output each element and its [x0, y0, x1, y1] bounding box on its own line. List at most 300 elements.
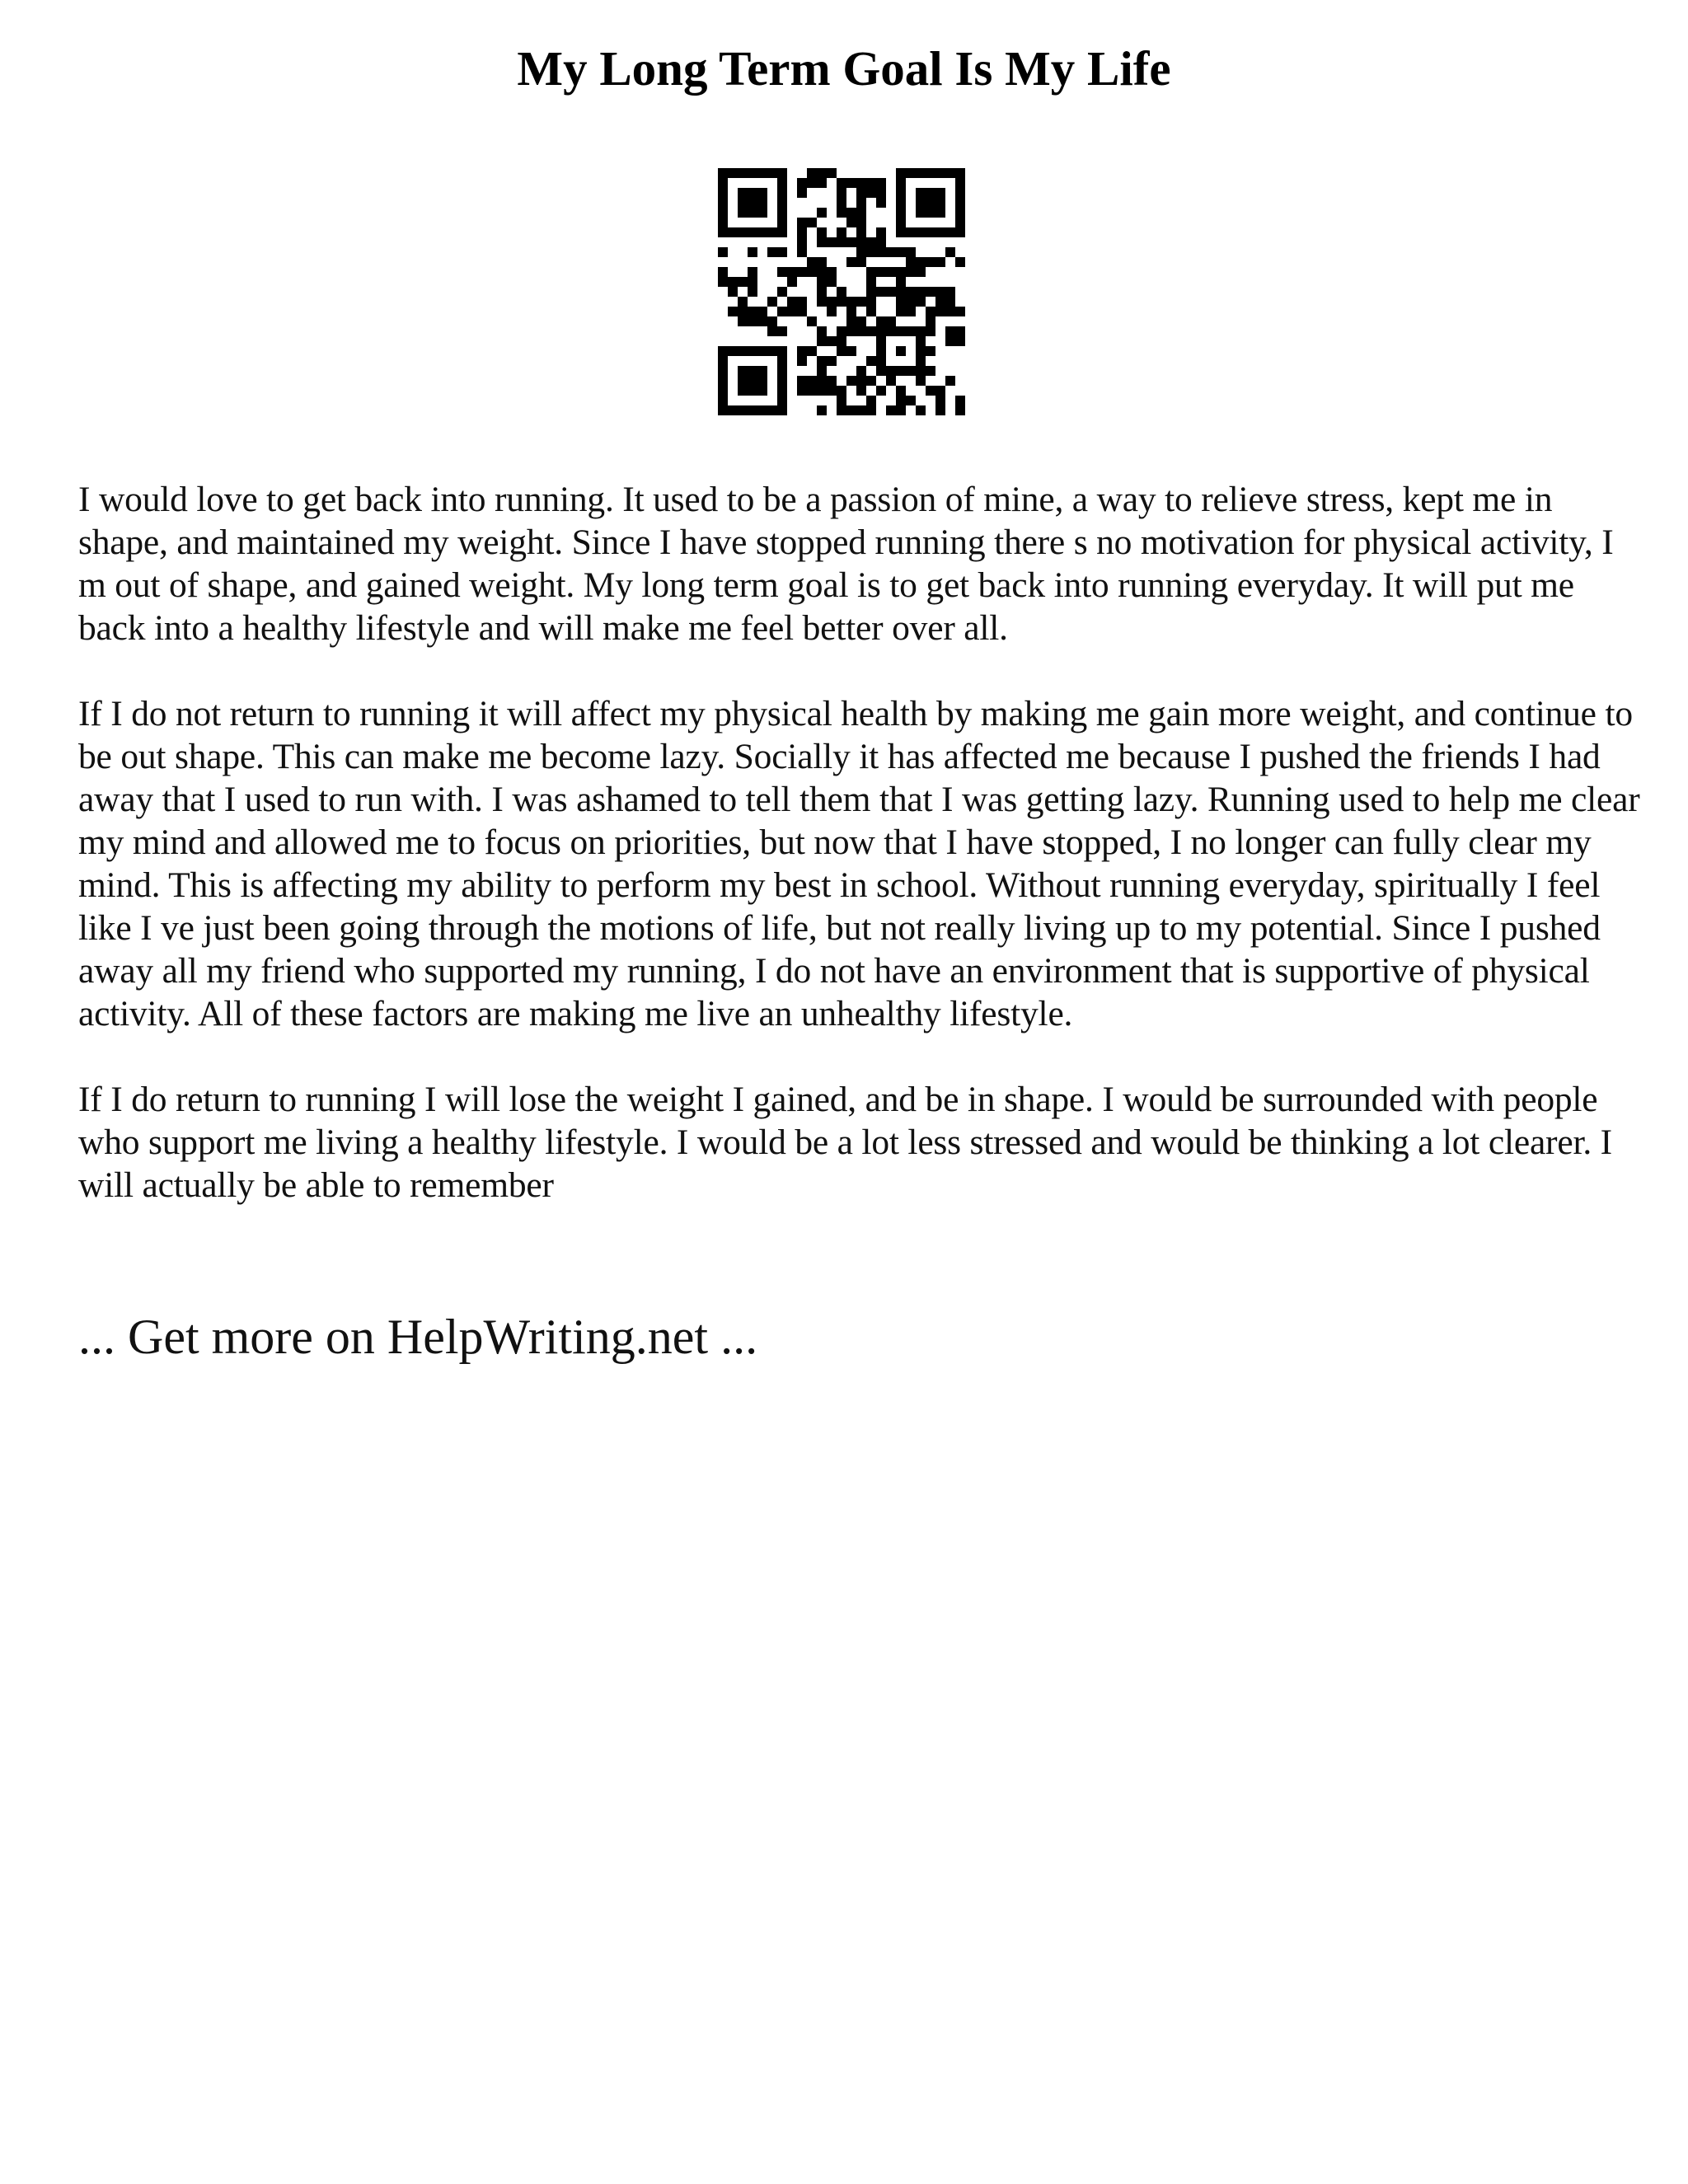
qr-module: [886, 316, 896, 326]
qr-module: [817, 277, 827, 287]
qr-module: [935, 297, 945, 307]
qr-module: [748, 287, 757, 297]
qr-module: [856, 237, 866, 247]
qr-module: [856, 386, 866, 396]
qr-module: [866, 405, 876, 415]
more-link[interactable]: ... Get more on HelpWriting.net ...: [78, 1310, 758, 1364]
qr-module: [837, 326, 846, 336]
qr-module: [846, 307, 856, 316]
qr-module: [797, 356, 807, 366]
qr-module: [797, 267, 807, 277]
qr-module: [728, 227, 738, 237]
qr-module: [728, 168, 738, 178]
qr-module: [777, 366, 787, 376]
qr-module: [916, 346, 926, 356]
qr-module: [748, 346, 757, 356]
qr-module: [945, 336, 955, 346]
qr-module: [856, 198, 866, 208]
qr-module: [916, 227, 926, 237]
paragraph-2: If I do not return to running it will affect my physical health by making me gain more weight, and continue to be out shape. This can make me become lazy. Socially it has affected me because I pushed the friends I had away that I used to run with. I was ashamed to tell them that I was getting lazy. Running used to help me clear my mind and allowed me to focus on priorities, but now that I have stopped, I no longer can fully clear my mind. This is affecting my ability to perform my best in school. Without running everyday, spiritually I feel like I ve just been going through the motions of life, but not really living up to my potential. Since I pushed away all my friend who supported my running, I do not have an environment that is supportive of physical activity. All of these factors are making me live an unhealthy lifestyle.: [78, 694, 1640, 1033]
qr-module: [866, 247, 876, 257]
qr-module: [866, 356, 876, 366]
qr-module: [757, 366, 767, 376]
qr-module: [955, 188, 965, 198]
qr-module: [896, 267, 906, 277]
qr-module: [896, 326, 906, 336]
qr-module: [807, 257, 817, 267]
qr-module: [748, 208, 757, 218]
qr-module: [718, 277, 728, 287]
qr-module: [837, 386, 846, 396]
qr-module: [926, 168, 935, 178]
qr-module: [817, 237, 827, 247]
qr-module: [866, 267, 876, 277]
qr-module: [886, 405, 896, 415]
qr-module: [787, 277, 797, 287]
qr-module: [777, 396, 787, 405]
qr-module: [757, 168, 767, 178]
qr-module: [866, 307, 876, 316]
qr-module: [906, 168, 916, 178]
qr-module: [856, 227, 866, 237]
qr-module: [866, 326, 876, 336]
qr-module: [757, 188, 767, 198]
qr-module: [817, 405, 827, 415]
qr-module: [916, 168, 926, 178]
qr-module: [817, 297, 827, 307]
qr-module: [827, 297, 837, 307]
qr-module: [817, 168, 827, 178]
qr-module: [926, 198, 935, 208]
qr-module: [757, 376, 767, 386]
qr-module: [856, 178, 866, 188]
qr-module: [945, 326, 955, 336]
qr-module: [777, 247, 787, 257]
qr-module: [955, 218, 965, 227]
qr-module: [935, 405, 945, 415]
qr-module: [777, 198, 787, 208]
qr-module: [896, 386, 906, 396]
qr-module: [846, 208, 856, 218]
qr-module: [718, 376, 728, 386]
qr-module: [926, 188, 935, 198]
qr-module: [856, 326, 866, 336]
qr-module: [916, 188, 926, 198]
qr-module: [896, 188, 906, 198]
qr-module: [876, 366, 886, 376]
qr-module: [896, 346, 906, 356]
qr-module: [817, 356, 827, 366]
qr-module: [817, 227, 827, 237]
qr-module: [718, 178, 728, 188]
qr-module: [738, 297, 748, 307]
qr-module: [926, 346, 935, 356]
qr-module: [935, 198, 945, 208]
qr-module: [926, 227, 935, 237]
qr-module: [856, 297, 866, 307]
qr-module: [856, 257, 866, 267]
qr-module: [926, 208, 935, 218]
qr-module: [876, 247, 886, 257]
qr-module: [837, 227, 846, 237]
qr-module: [718, 356, 728, 366]
qr-module: [866, 277, 876, 287]
qr-module: [846, 297, 856, 307]
paragraph-1: I would love to get back into running. It used to be a passion of mine, a way to relieve stress, kept me in shape, and maintained my weight. Since I have stopped running there s no motivation for physical activity, I m out of shape, and gained weight. My long term goal is to get back into running everyday. It will put me back into a healthy lifestyle and will make me feel better over all.: [78, 480, 1614, 648]
qr-module: [718, 208, 728, 218]
qr-module: [837, 208, 846, 218]
qr-module: [787, 267, 797, 277]
qr-module: [748, 376, 757, 386]
qr-module: [807, 178, 817, 188]
qr-module: [797, 227, 807, 237]
qr-module: [846, 405, 856, 415]
qr-module: [896, 396, 906, 405]
qr-module: [955, 326, 965, 336]
qr-module: [738, 316, 748, 326]
qr-module: [767, 346, 777, 356]
qr-module: [767, 297, 777, 307]
qr-module: [906, 267, 916, 277]
qr-module: [728, 346, 738, 356]
qr-module: [748, 198, 757, 208]
qr-module: [767, 316, 777, 326]
qr-module: [916, 376, 926, 386]
qr-module: [817, 336, 827, 346]
qr-module: [797, 307, 807, 316]
qr-module: [718, 405, 728, 415]
qr-module: [945, 307, 955, 316]
qr-module: [738, 405, 748, 415]
qr-module: [906, 326, 916, 336]
qr-module: [945, 376, 955, 386]
qr-module: [777, 208, 787, 218]
qr-module: [817, 208, 827, 218]
qr-module: [797, 188, 807, 198]
qr-module: [827, 267, 837, 277]
qr-module: [866, 237, 876, 247]
qr-module: [757, 208, 767, 218]
qr-module: [777, 188, 787, 198]
qr-module: [748, 168, 757, 178]
qr-module: [876, 356, 886, 366]
qr-module: [738, 386, 748, 396]
qr-module: [748, 247, 757, 257]
qr-module: [876, 346, 886, 356]
qr-module: [906, 366, 916, 376]
qr-module: [906, 297, 916, 307]
qr-module: [945, 227, 955, 237]
qr-module: [896, 366, 906, 376]
qr-module: [846, 178, 856, 188]
qr-module: [757, 405, 767, 415]
qr-module: [767, 247, 777, 257]
qr-module: [718, 386, 728, 396]
qr-module: [886, 267, 896, 277]
qr-module: [916, 326, 926, 336]
qr-module: [926, 307, 935, 316]
qr-module: [718, 188, 728, 198]
qr-module: [728, 405, 738, 415]
qr-module: [807, 218, 817, 227]
qr-module: [896, 287, 906, 297]
qr-module: [777, 376, 787, 386]
qr-module: [777, 307, 787, 316]
qr-module: [856, 405, 866, 415]
qr-module: [876, 316, 886, 326]
qr-module: [846, 376, 856, 386]
qr-module: [797, 218, 807, 227]
qr-module: [916, 198, 926, 208]
qr-module: [817, 257, 827, 267]
qr-module: [728, 277, 738, 287]
qr-module: [955, 307, 965, 316]
qr-module: [827, 386, 837, 396]
qr-module: [906, 257, 916, 267]
qr-module: [757, 316, 767, 326]
qr-module: [935, 227, 945, 237]
qr-module: [886, 326, 896, 336]
qr-module: [876, 237, 886, 247]
qr-module: [876, 326, 886, 336]
qr-module: [777, 227, 787, 237]
qr-module: [846, 218, 856, 227]
qr-module: [817, 326, 827, 336]
qr-module: [896, 227, 906, 237]
qr-module: [945, 168, 955, 178]
qr-module: [817, 386, 827, 396]
qr-module: [837, 336, 846, 346]
qr-module: [738, 366, 748, 376]
qr-module: [916, 405, 926, 415]
qr-module: [777, 326, 787, 336]
qr-module: [926, 287, 935, 297]
qr-module: [767, 227, 777, 237]
qr-module: [757, 346, 767, 356]
qr-module: [807, 267, 817, 277]
qr-module: [767, 168, 777, 178]
qr-module: [866, 376, 876, 386]
qr-module: [955, 168, 965, 178]
qr-module: [906, 227, 916, 237]
qr-module: [935, 257, 945, 267]
qr-module: [837, 297, 846, 307]
qr-module: [945, 287, 955, 297]
qr-module: [718, 366, 728, 376]
qr-module: [945, 247, 955, 257]
qr-module: [748, 307, 757, 316]
qr-module: [718, 168, 728, 178]
qr-module: [916, 267, 926, 277]
qr-module: [955, 396, 965, 405]
qr-module: [777, 287, 787, 297]
qr-module: [896, 218, 906, 227]
qr-module: [748, 277, 757, 287]
qr-module: [935, 386, 945, 396]
qr-module: [916, 208, 926, 218]
qr-module: [916, 356, 926, 366]
qr-module: [738, 168, 748, 178]
qr-module: [896, 178, 906, 188]
qr-module: [916, 336, 926, 346]
qr-module: [876, 227, 886, 237]
qr-module: [777, 168, 787, 178]
qr-module: [876, 386, 886, 396]
qr-module: [916, 297, 926, 307]
qr-module: [807, 386, 817, 396]
qr-module: [787, 307, 797, 316]
qr-module: [955, 405, 965, 415]
qr-module: [896, 208, 906, 218]
qr-module: [837, 237, 846, 247]
qr-module: [738, 376, 748, 386]
qr-module: [837, 405, 846, 415]
qr-module: [817, 287, 827, 297]
qr-module: [955, 227, 965, 237]
qr-module: [837, 198, 846, 208]
qr-module: [916, 366, 926, 376]
qr-module: [827, 307, 837, 316]
qr-module: [916, 257, 926, 267]
qr-module: [926, 326, 935, 336]
qr-module: [935, 396, 945, 405]
qr-module: [807, 168, 817, 178]
qr-code-icon: [718, 168, 965, 415]
qr-module: [837, 287, 846, 297]
qr-module: [718, 247, 728, 257]
qr-module: [886, 366, 896, 376]
qr-module: [757, 227, 767, 237]
qr-module: [886, 376, 896, 386]
qr-module: [876, 267, 886, 277]
qr-module: [718, 346, 728, 356]
qr-module: [787, 297, 797, 307]
qr-module: [748, 405, 757, 415]
qr-module: [738, 277, 748, 287]
qr-module: [866, 178, 876, 188]
qr-module: [777, 267, 787, 277]
qr-module: [935, 307, 945, 316]
qr-module: [797, 178, 807, 188]
qr-module: [817, 178, 827, 188]
qr-module: [817, 366, 827, 376]
qr-module: [807, 316, 817, 326]
qr-module: [926, 366, 935, 376]
qr-module: [876, 188, 886, 198]
qr-module: [797, 386, 807, 396]
qr-module: [935, 287, 945, 297]
qr-module: [817, 376, 827, 386]
qr-module: [856, 247, 866, 257]
qr-module: [955, 178, 965, 188]
qr-module: [896, 198, 906, 208]
qr-module: [856, 208, 866, 218]
qr-module: [955, 198, 965, 208]
qr-module: [906, 247, 916, 257]
qr-module: [738, 227, 748, 237]
qr-module: [728, 287, 738, 297]
qr-module: [916, 287, 926, 297]
qr-module: [876, 198, 886, 208]
qr-module: [738, 346, 748, 356]
paragraph-3: If I do return to running I will lose the weight I gained, and be in shape. I would be surrounded with people who support me living a healthy lifestyle. I would be a lot less stressed and would be thinking a lot clearer. I will actually be able to remember: [78, 1080, 1612, 1205]
qr-module: [757, 386, 767, 396]
page-title: My Long Term Goal Is My Life: [517, 41, 1171, 96]
qr-module: [748, 227, 757, 237]
qr-module: [896, 168, 906, 178]
qr-module: [846, 237, 856, 247]
article-body: [78, 478, 1644, 1249]
qr-module: [827, 376, 837, 386]
qr-module: [777, 218, 787, 227]
qr-module: [807, 346, 817, 356]
qr-module: [837, 178, 846, 188]
qr-module: [886, 247, 896, 257]
qr-module: [876, 178, 886, 188]
qr-module: [876, 336, 886, 346]
qr-module: [827, 277, 837, 287]
qr-module: [955, 257, 965, 267]
qr-module: [935, 208, 945, 218]
qr-module: [797, 297, 807, 307]
qr-module: [945, 297, 955, 307]
qr-module: [935, 188, 945, 198]
qr-module: [797, 346, 807, 356]
qr-module: [718, 227, 728, 237]
qr-module: [896, 405, 906, 415]
qr-module: [935, 168, 945, 178]
qr-module: [748, 267, 757, 277]
qr-module: [738, 188, 748, 198]
qr-module: [906, 396, 916, 405]
qr-module: [856, 366, 866, 376]
qr-module: [896, 277, 906, 287]
qr-module: [777, 346, 787, 356]
qr-module: [926, 257, 935, 267]
qr-module: [955, 208, 965, 218]
qr-module: [856, 316, 866, 326]
qr-module: [846, 326, 856, 336]
qr-module: [757, 198, 767, 208]
qr-module: [777, 405, 787, 415]
qr-module: [748, 188, 757, 198]
qr-module: [797, 237, 807, 247]
qr-module: [718, 198, 728, 208]
qr-module: [846, 257, 856, 267]
qr-module: [906, 307, 916, 316]
qr-module: [827, 237, 837, 247]
qr-module: [896, 297, 906, 307]
qr-module: [748, 316, 757, 326]
qr-module: [866, 396, 876, 405]
qr-module: [757, 307, 767, 316]
qr-module: [906, 287, 916, 297]
qr-module: [738, 307, 748, 316]
qr-module: [748, 366, 757, 376]
qr-module: [926, 386, 935, 396]
qr-module: [886, 287, 896, 297]
qr-module: [738, 208, 748, 218]
qr-module: [728, 307, 738, 316]
qr-module: [767, 326, 777, 336]
qr-module: [896, 247, 906, 257]
qr-module: [718, 396, 728, 405]
qr-module: [827, 336, 837, 346]
qr-module: [837, 396, 846, 405]
qr-module: [718, 267, 728, 277]
qr-module: [797, 376, 807, 386]
qr-module: [777, 356, 787, 366]
